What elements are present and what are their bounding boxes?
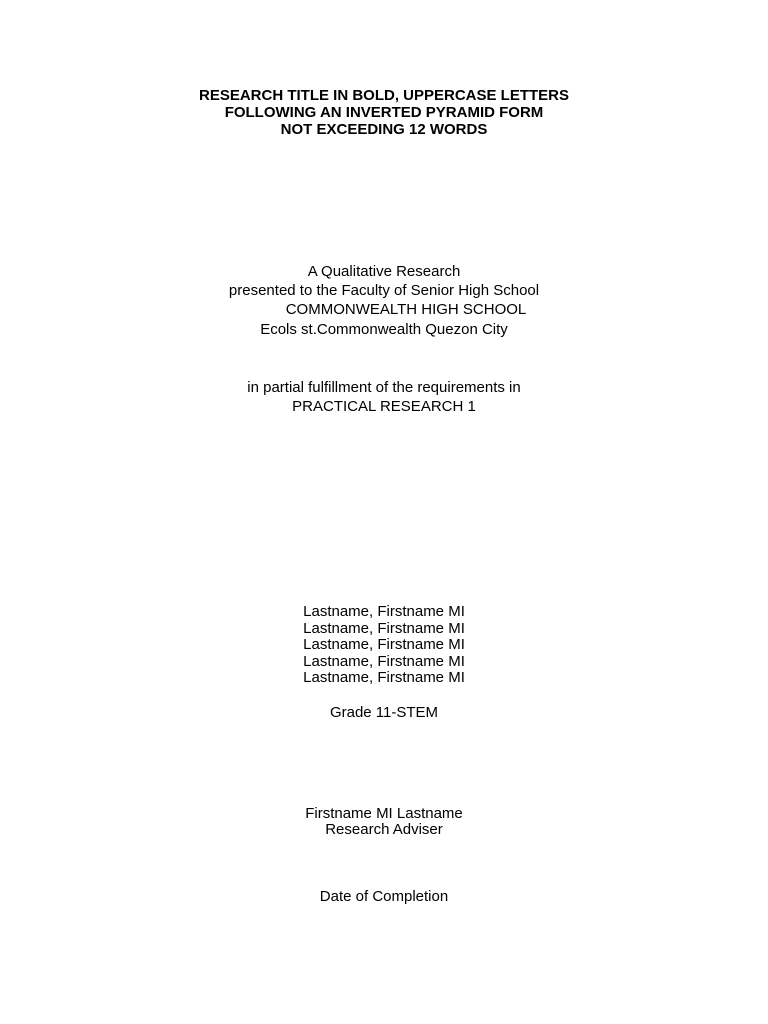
research-title-line-2: FOLLOWING AN INVERTED PYRAMID FORM [224,104,544,121]
author-name: Lastname, Firstname MI [303,620,465,637]
completion-date: Date of Completion [319,888,449,905]
subject-name: PRACTICAL RESEARCH 1 [292,398,476,415]
school-name: COMMONWEALTH HIGH SCHOOL [285,301,527,318]
school-address: Ecols st.Commonwealth Quezon City [260,321,508,338]
presented-to: presented to the Faculty of Senior High School [228,282,540,299]
author-name: Lastname, Firstname MI [303,636,465,653]
research-title-line-3: NOT EXCEEDING 12 WORDS [280,121,488,138]
fulfillment-statement: in partial fulfillment of the requirements in [247,379,521,396]
grade-level: Grade 11-STEM [329,704,439,721]
adviser-role: Research Adviser [325,821,443,838]
author-name: Lastname, Firstname MI [303,669,465,686]
research-type: A Qualitative Research [307,263,461,280]
author-name: Lastname, Firstname MI [303,603,465,620]
adviser-name: Firstname MI Lastname [305,805,463,822]
author-name: Lastname, Firstname MI [303,653,465,670]
research-title-line-1: RESEARCH TITLE IN BOLD, UPPERCASE LETTERS [198,87,570,104]
